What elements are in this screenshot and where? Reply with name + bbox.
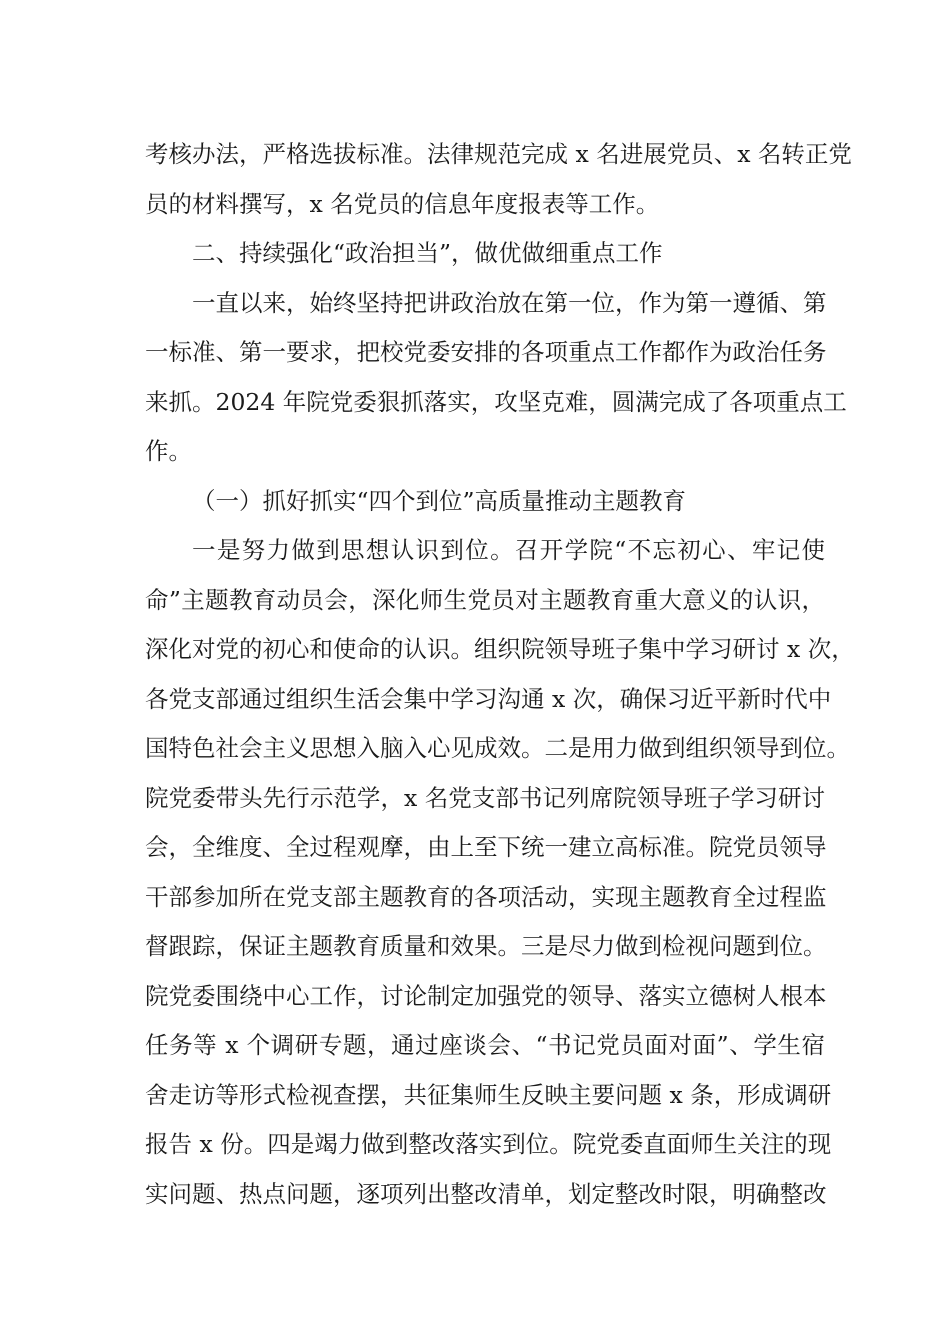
text-line: 会，全维度、全过程观摩，由上至下统一建立高标准。院党员领导 (145, 833, 827, 861)
text-line: 深化对党的初心和使命的认识。组织院领导班子集中学习研讨 x 次， (145, 635, 855, 663)
text-line: 干部参加所在党支部主题教育的各项活动，实现主题教育全过程监 (145, 882, 827, 911)
text-line: 员的材料撰写，x 名党员的信息年度报表等工作。 (145, 189, 660, 218)
document-body (145, 130, 855, 1219)
text-line: 院党委带头先行示范学，x 名党支部书记列席院领导班子学习研讨 (145, 783, 825, 812)
text-line: 报告 x 份。四是竭力做到整改落实到位。院党委直面师生关注的现 (145, 1130, 832, 1158)
text-line: 各党支部通过组织生活会集中学习沟通 x 次，确保习近平新时代中 (145, 684, 832, 713)
paragraph (145, 526, 855, 1219)
text-line: 任务等 x 个调研专题，通过座谈会、“书记党员面对面”、学生宿 (145, 1031, 825, 1059)
text-line: 舍走访等形式检视查摆，共征集师生反映主要问题 x 条，形成调研 (145, 1080, 832, 1109)
paragraph-continuation (145, 130, 852, 229)
text-line: 考核办法，严格选拔标准。法律规范完成 x 名进展党员、x 名转正党 (145, 140, 852, 168)
text-line: 作。 (145, 437, 192, 465)
subsection-heading (145, 477, 825, 527)
text-line: 一标准、第一要求，把校党委安排的各项重点工作都作为政治任务 (145, 338, 827, 366)
section-heading (145, 229, 825, 279)
text-line: 一直以来，始终坚持把讲政治放在第一位，作为第一遵循、第 (192, 288, 827, 317)
text-line: 命”主题教育动员会，深化师生党员对主题教育重大意义的认识， (145, 585, 825, 614)
heading-text: 二、持续强化“政治担当”，做优做细重点工作 (192, 239, 663, 267)
text-line: 院党委围绕中心工作，讨论制定加强党的领导、落实立德树人根本 (145, 981, 827, 1010)
text-line: 督跟踪，保证主题教育质量和效果。三是尽力做到检视问题到位。 (145, 932, 827, 960)
text-line: 来抓。2024 年院党委狠抓落实，攻坚克难，圆满完成了各项重点工 (145, 387, 847, 416)
text-line: 一是努力做到思想认识到位。召开学院“不忘初心、牢记使 (192, 536, 825, 564)
paragraph (145, 279, 847, 477)
text-line: 实问题、热点问题，逐项列出整改清单，划定整改时限，明确整改 (145, 1179, 827, 1208)
text-line: 国特色社会主义思想入脑入心见成效。二是用力做到组织领导到位。 (145, 734, 850, 762)
subheading-text: （一）抓好抓实“四个到位”高质量推动主题教育 (192, 486, 687, 515)
